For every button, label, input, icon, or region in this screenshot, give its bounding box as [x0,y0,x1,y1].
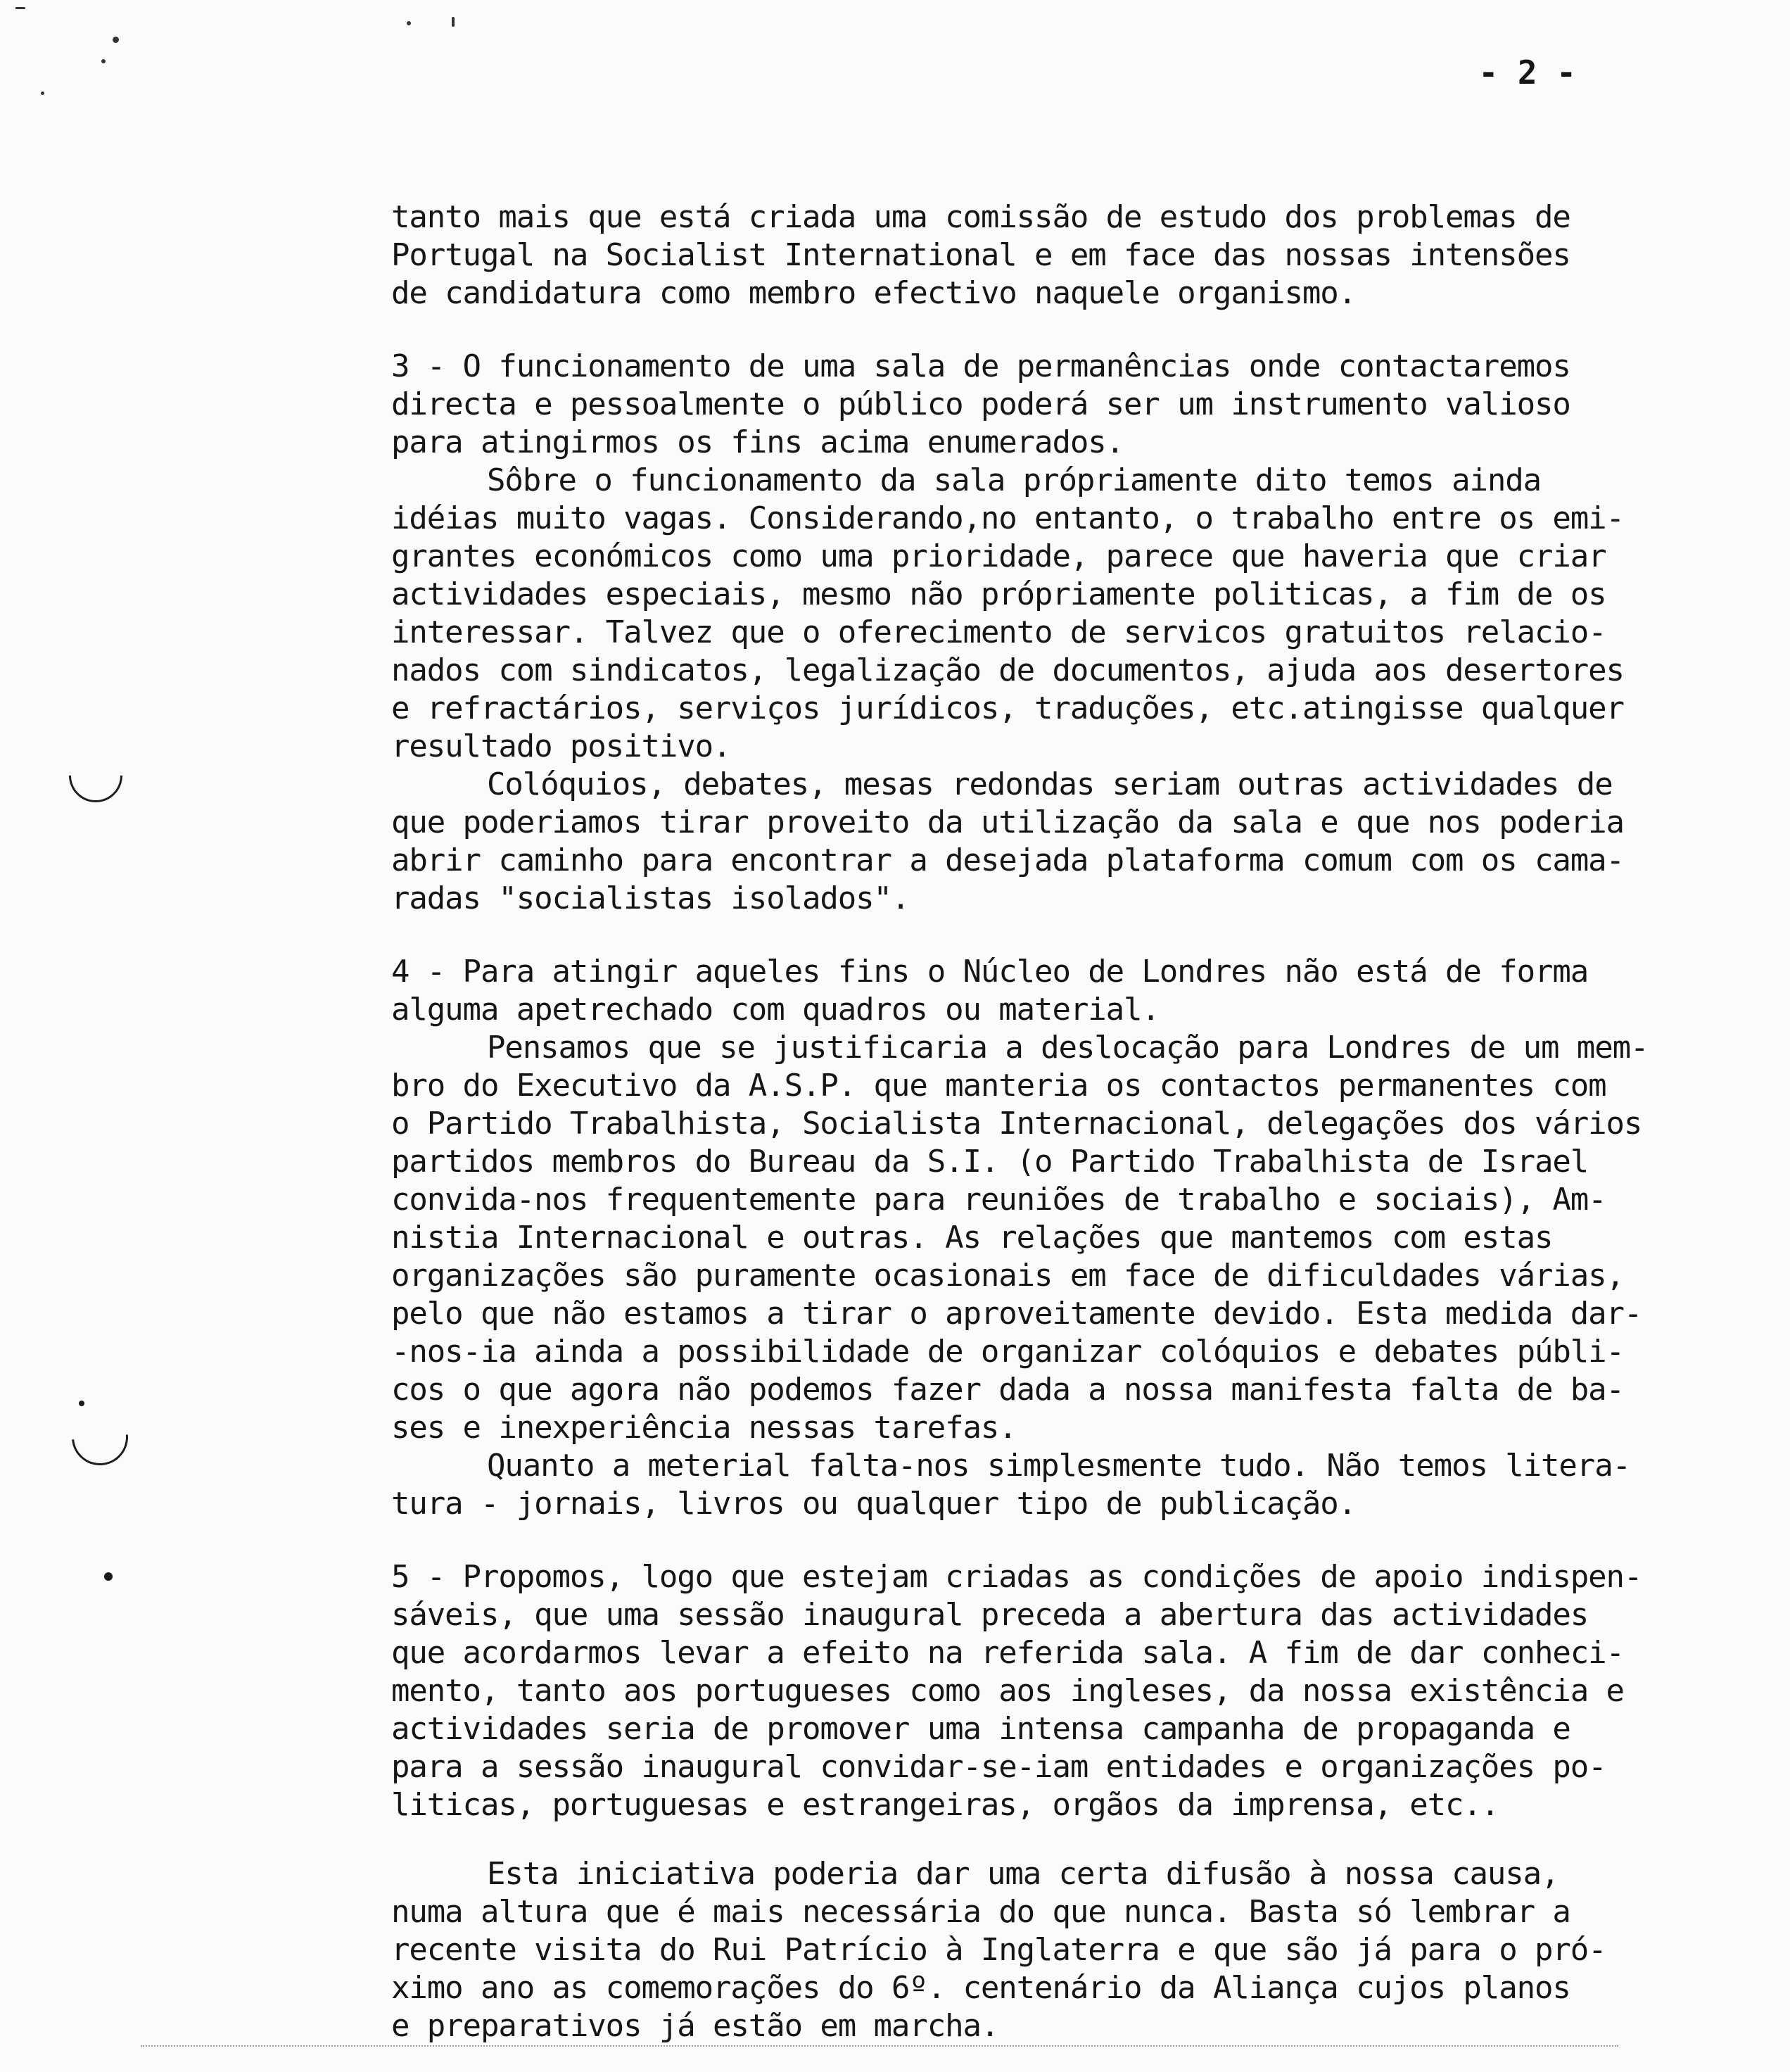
paragraph-deslocacao [391,1029,1704,1447]
text-line: Pensamos que se justificaria a deslocação para Londres de um mem- [487,1030,1649,1066]
text-line: ses e inexperiência nessas tarefas. [391,1410,1017,1446]
text-line: recente visita do Rui Patrício à Inglaterra e que são já para o pró- [391,1932,1606,1968]
punch-hole-mark [58,738,133,813]
text-line: interessar. Talvez que o oferecimento de servicos gratuitos relacio- [391,614,1606,650]
text-line: pelo que não estamos a tirar o aproveitamente devido. Esta medida dar- [391,1296,1642,1332]
scan-speck [15,7,25,9]
text-line: partidos membros do Bureau da S.I. (o Partido Trabalhista de Israel [391,1144,1589,1180]
text-line: 4 - Para atingir aqueles fins o Núcleo de Londres não está de forma [391,954,1589,990]
text-line: para a sessão inaugural convidar-se-iam entidades e organizações po- [391,1749,1606,1785]
text-line: sáveis, que uma sessão inaugural preceda a abertura das actividades [391,1597,1589,1633]
text-line: Colóquios, debates, mesas redondas seriam outras actividades de [487,766,1613,802]
scan-speck [79,1401,84,1406]
text-line: idéias muito vagas. Considerando,no entanto, o trabalho entre os emi- [391,500,1624,536]
text-line: que poderiamos tirar proveito da utilização da sala e que nos poderia [391,804,1624,840]
text-line: liticas, portuguesas e estrangeiras, orgãos da imprensa, etc.. [391,1787,1499,1823]
text-line: ximo ano as comemorações do 6º. centenário da Aliança cujos planos [391,1970,1570,2006]
paragraph-item-5 [391,1558,1704,1824]
text-line: nistia Internacional e outras. As relações que mantemos com estas [391,1220,1553,1256]
text-line: abrir caminho para encontrar a desejada plataforma comum com os cama- [391,842,1624,878]
text-line: o Partido Trabalhista, Socialista Internacional, delegações dos vários [391,1106,1642,1142]
document-body [391,198,1704,2045]
paragraph-item-3 [391,348,1704,462]
text-line: actividades seria de promover uma intensa campanha de propaganda e [391,1711,1570,1747]
text-line: convida-nos frequentemente para reuniões de trabalho e sociais), Am- [391,1182,1606,1218]
text-line: tura - jornais, livros ou qualquer tipo de publicação. [391,1486,1357,1522]
text-line: alguma apetrechado com quadros ou material. [391,992,1160,1028]
text-line: que acordarmos levar a efeito na referida sala. A fim de dar conheci- [391,1635,1624,1671]
scan-speck [104,1572,113,1581]
scan-edge-noise [141,2045,1618,2049]
text-line: e refractários, serviços jurídicos, traduções, etc.atingisse qualquer [391,690,1624,726]
text-line: directa e pessoalmente o público poderá ser um instrumento valioso [391,386,1570,422]
text-line: grantes económicos como uma prioridade, parece que haveria que criar [391,538,1606,574]
text-line: tanto mais que está criada uma comissão de estudo dos problemas de [391,199,1570,235]
text-line: cos o que agora não podemos fazer dada a nossa manifesta falta de ba- [391,1372,1624,1408]
text-line: Esta iniciativa poderia dar uma certa difusão à nossa causa, [487,1856,1559,1892]
text-line: para atingirmos os fins acima enumerados. [391,424,1124,460]
text-line: numa altura que é mais necessária do que nunca. Basta só lembrar a [391,1894,1570,1930]
text-line: organizações são puramente ocasionais em face de dificuldades várias, [391,1258,1624,1294]
paragraph-item-4 [391,953,1704,1029]
paragraph-sala-funcionamento [391,462,1704,766]
text-line: mento, tanto aos portugueses como aos ingleses, da nossa existência e [391,1673,1624,1709]
paragraph-iniciativa [391,1855,1704,2045]
text-line: e preparativos já estão em marcha. [391,2008,999,2044]
scan-speck [113,37,119,43]
text-line: -nos-ia ainda a possibilidade de organizar colóquios e debates públi- [391,1334,1624,1370]
text-line: nados com sindicatos, legalização de documentos, ajuda aos desertores [391,652,1624,688]
text-line: resultado positivo. [391,728,731,764]
text-line: de candidatura como membro efectivo naquele organismo. [391,275,1357,311]
text-line: 5 - Propomos, logo que estejam criadas as condições de apoio indispen- [391,1559,1642,1595]
scan-speck [452,17,455,27]
punch-hole-mark [61,1398,140,1477]
text-line: Quanto a meterial falta-nos simplesmente tudo. Não temos litera- [487,1448,1630,1484]
scan-speck [101,59,106,63]
text-line: Sôbre o funcionamento da sala própriamente dito temos ainda [487,462,1542,498]
text-line: 3 - O funcionamento de uma sala de permanências onde contactaremos [391,348,1570,384]
paragraph-coloquios [391,766,1704,918]
paragraph-continuation [391,198,1704,312]
text-line: bro do Executivo da A.S.P. que manteria os contactos permanentes com [391,1068,1606,1104]
scan-speck [41,91,44,95]
text-line: radas "socialistas isolados". [391,880,910,916]
page-number: - 2 - [1478,53,1576,91]
scan-speck [407,21,411,25]
paragraph-material [391,1447,1704,1523]
text-line: actividades especiais, mesmo não própriamente politicas, a fim de os [391,576,1606,612]
text-line: Portugal na Socialist International e em face das nossas intensões [391,237,1570,273]
